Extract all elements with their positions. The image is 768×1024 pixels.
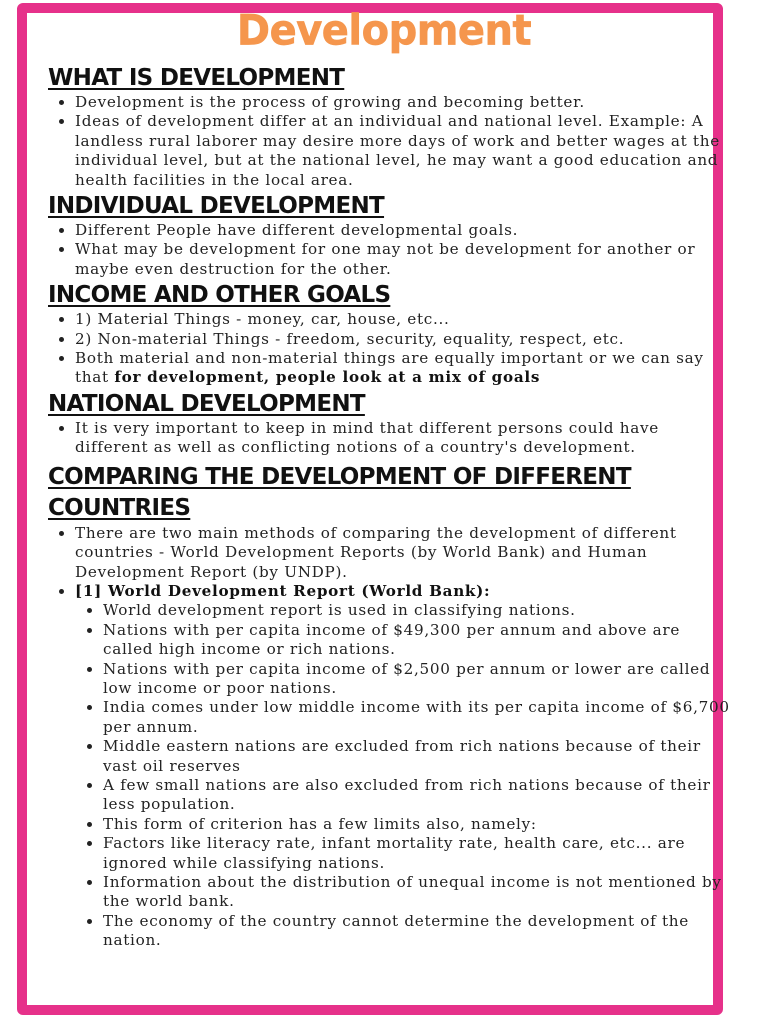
sub-bullet-list [75,601,732,950]
list-item-text: Both material and non-material things are equally important or we can say that [75,349,704,387]
sub-list-item: • Middle eastern nations are excluded from rich nations because of their vast oil reserves [103,737,732,776]
page-title: Development [236,6,532,56]
section-individual-development [48,192,732,279]
section-national-development [48,390,732,458]
sub-list-item: • A few small nations are also excluded from rich nations because of their less population. [103,776,732,815]
subheading: [1] World Development Report (World Bank): [75,581,491,600]
section-heading: NATIONAL DEVELOPMENT [48,390,365,417]
section-heading: INCOME AND OTHER GOALS [48,282,391,309]
sub-list-item: • The economy of the country cannot determine the development of the nation. [103,912,732,951]
bullet-list [48,221,732,279]
list-item [75,582,732,951]
sub-list-item: • Factors like literacy rate, infant mortality rate, health care, etc... are ignored while classifying nations. [103,834,732,873]
bullet-list [48,419,732,458]
bullet-list [48,93,732,190]
list-item: • What may be development for one may not be development for another or maybe even destruction for the other. [75,240,732,279]
list-item: • There are two main methods of comparing the development of different countries - World Development Reports (by World Bank) and Human Development Report (by UNDP). [75,524,732,582]
sub-list-item: • Nations with per capita income of $49,300 per annum and above are called high income or rich nations. [103,621,732,660]
sub-list-item: • This form of criterion has a few limits also, namely: [103,815,732,834]
list-item: • Different People have different developmental goals. [75,221,732,240]
list-item: • Ideas of development differ at an individual and national level. Example: A landless rural laborer may desire more days of work and better wages at the individual level, but at the national level, he may want a good education and health facilities in the local area. [75,112,732,190]
section-income-and-other-goals [48,281,732,388]
list-item: • 2) Non-material Things - freedom, security, equality, respect, etc. [75,330,732,349]
section-heading: COMPARING THE DEVELOPMENT OF DIFFERENT COUNTRIES [48,463,631,521]
bullet-list [48,310,732,388]
list-item: • Development is the process of growing and becoming better. [75,93,732,112]
sub-list-item: • India comes under low middle income with its per capita income of $6,700 per annum. [103,698,732,737]
section-heading: WHAT IS DEVELOPMENT [48,65,345,91]
sub-list-item: • Information about the distribution of unequal income is not mentioned by the world bank. [103,873,732,912]
list-item: • 1) Material Things - money, car, house, etc... [75,310,732,329]
list-item-bold-text: for development, people look at a mix of goals [114,368,541,387]
sub-list-item: • World development report is used in classifying nations. [103,601,732,620]
list-item [75,349,732,388]
list-item: • It is very important to keep in mind that different persons could have different as well as conflicting notions of a country's development. [75,419,732,458]
sub-list-item: • Nations with per capita income of $2,500 per annum or lower are called low income or poor nations. [103,660,732,699]
bullet-list [48,524,732,951]
section-heading: INDIVIDUAL DEVELOPMENT [48,193,385,220]
notes-content [48,64,732,953]
section-comparing-development [48,462,732,951]
section-what-is-development [48,64,732,190]
